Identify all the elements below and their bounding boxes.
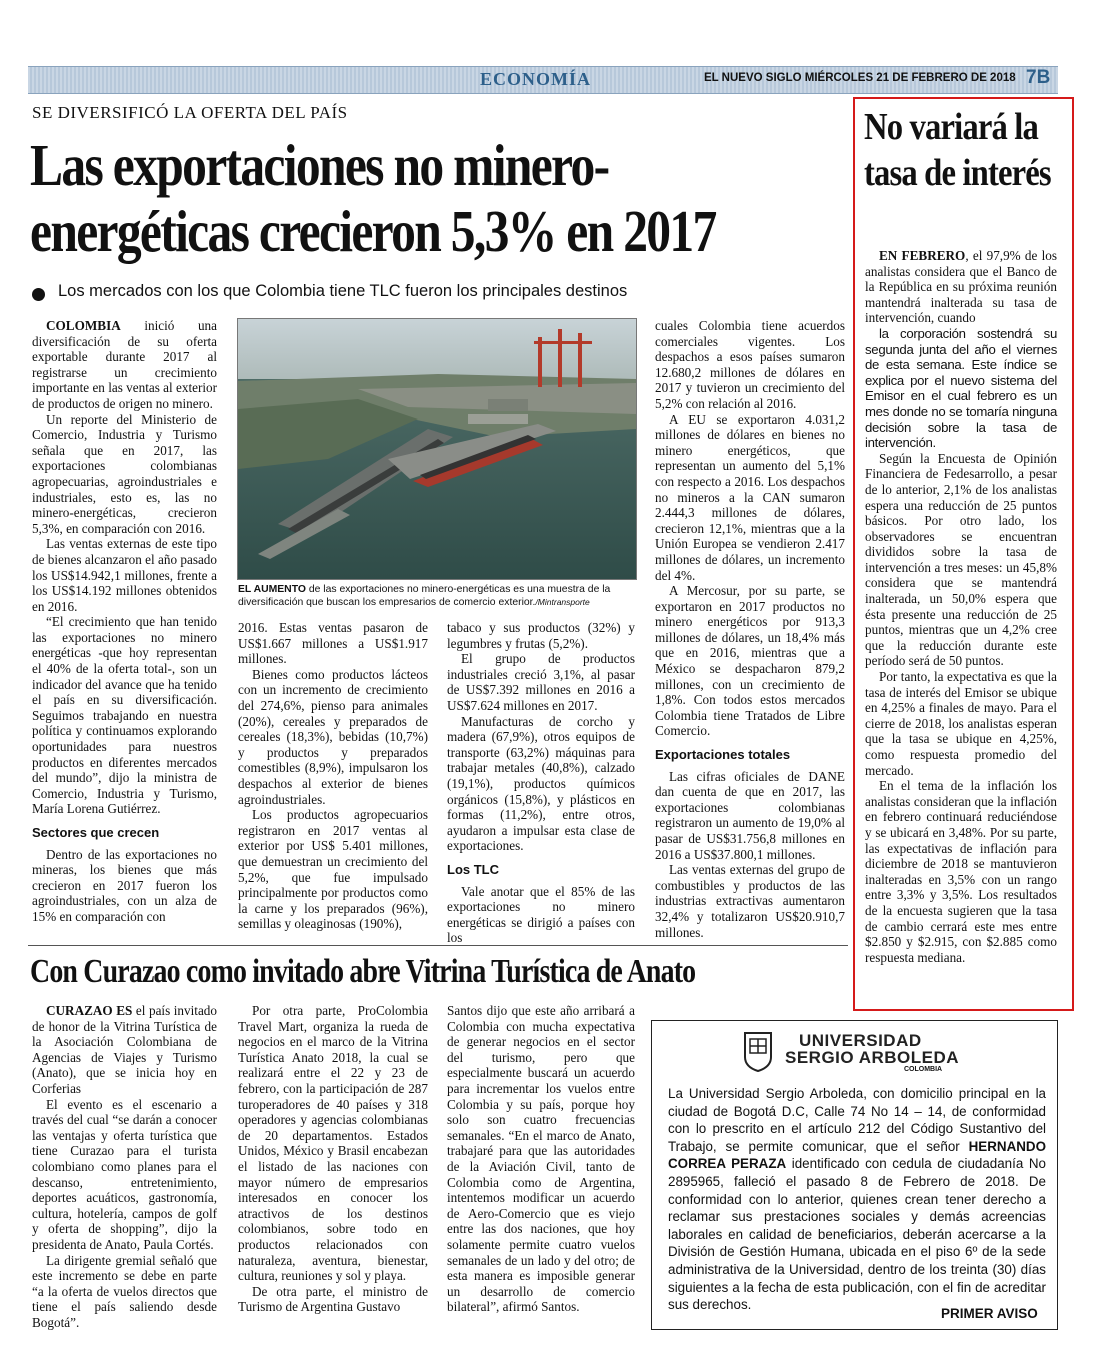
article-kicker: SE DIVERSIFICÓ LA OFERTA DEL PAÍS <box>32 103 348 122</box>
paragraph: En el tema de la inflación los analistas consideran que la inflación en febrero continuará reduciéndose y se ubicará en 3,48%. Por su parte, las expectativas de inflación para diciembre de 2018 se mantuvieron inalteradas en 3,5% con un rango entre 3,3% y 3,5%. Los resultados de la encuesta sugieren que la tasa de cambio cerrará este mes entre $2.850 y $2.915, con $2.885 como respuesta mediana. <box>865 778 1057 965</box>
paragraph: el país invitado de honor de la Vitrina Turística de la Asociación Colombiana de Agencias de Viajes y Turismo (Anato), que se inicia hoy en Corferias <box>32 1003 217 1096</box>
caption-text: de las exportaciones no minero-energéticas es una muestra de la diversificación que buscan los empresarios de comercio exterior. <box>238 584 611 608</box>
sidebar-column <box>865 248 1057 965</box>
main-headline-line-1: Las exportaciones no minero- <box>30 132 609 198</box>
university-name-line-1: UNIVERSIDAD <box>799 1031 922 1050</box>
university-name-line-2: SERGIO ARBOLEDA <box>785 1048 960 1067</box>
section-title: ECONOMÍA <box>480 69 591 89</box>
second-headline: Con Curazao como invitado abre Vitrina Turística de Anato <box>30 953 696 990</box>
article-subhead: Los mercados con los que Colombia tiene TLC fueron los principales destinos <box>58 282 628 300</box>
main-column-2 <box>238 620 428 932</box>
dropcap-lead: CURAZAO ES <box>46 1003 133 1018</box>
paragraph: El grupo de productos industriales creció 3,1%, al pasar de US$7.392 millones en 2016 a US$7.624 millones en 2017. <box>447 651 635 713</box>
main-column-3 <box>447 620 635 946</box>
paragraph: La dirigente gremial señaló que este incremento se debe en parte “a la oferta de vuelos directos que tiene el país saliendo desde Bogotá”. <box>32 1252 217 1330</box>
paragraph: A Mercosur, por su parte, se exportaron en 2017 productos no minero energéticos por 913,3 millones de dólares, un 18,4% más que en 2016, mientras que a México se despacharon 879,2 millones, con un crecimiento de 1,8%. Con todos estos mercados Colombia tiene Tratados de Libre Comercio. <box>655 583 845 739</box>
sidebar-headline: No variará la tasa de interés <box>864 106 1051 194</box>
dropcap-lead: COLOMBIA <box>46 318 121 333</box>
paragraph: tabaco y sus productos (32%) y legumbres y frutas (5,2%). <box>447 620 635 651</box>
paragraph: Dentro de las exportaciones no mineras, los bienes que más crecieron en 2017 fueron los agroindustriales, con un alza de 15% en comparación con <box>32 846 217 924</box>
masthead-date: EL NUEVO SIGLO MIÉRCOLES 21 DE FEBRERO DE 2018 <box>704 72 1016 84</box>
paragraph: Las ventas externas del grupo de combustibles y productos de las industrias extractivas aumentaron 32,4% y totalizaron US$20.910,7 millones. <box>655 862 845 940</box>
second-column-3 <box>447 1003 635 1315</box>
main-headline-line-2: energéticas crecieron 5,3% en 2017 <box>30 198 716 264</box>
paragraph: 2016. Estas ventas pasaron de US$1.667 millones a US$1.917 millones. <box>238 620 428 667</box>
paragraph: Por otra parte, ProColombia Travel Mart, organiza la rueda de negocios en el marco de la Vitrina Turística Anato 2018, la cual se realizará entre el 22 y 23 de febrero, con la participación de 287 turoperadores de 40 países y 318 operadores y agencias colombianas de 20 departamentos. Estados Unidos, México y Brasil encabezan el listado de las naciones con mayor número de empresarios interesados en conocer los atractivos de los destinos colombianos, sobre todo en productos relacionados con naturaleza, aventura, bienestar, cultura, reuniones y sol y playa. <box>238 1003 428 1284</box>
paragraph: Los productos agropecuarios registraron en 2017 ventas al exterior por US$ 5.401 millones, que demuestran un crecimiento del 5,2%, que fue impulsado principalmente por productos como la carne y los preparados (96%), semillas y oleaginosas (190%), <box>238 807 428 932</box>
paragraph: De otra parte, el ministro de Turismo de Argentina Gustavo <box>238 1283 428 1315</box>
port-ship-photo <box>237 318 637 580</box>
paragraph: Bienes como productos lácteos con un incremento de crecimiento del 274,6%, pienso para animales (20%), cereales y preparados de cereales (18,3%), bebidas (10,7%) y productos y preparados comestibles (8,9%), impulsaron los despachos al exterior de bienes agroindustriales. <box>238 666 428 807</box>
port-ship-image <box>238 319 636 579</box>
paragraph: A EU se exportaron 4.031,2 millones de dólares en bienes no minero energéticos, que representan un aumento del 5,1% con respecto a 2016. Los despachos no mineros a la CAN sumaron 2.444,3 millones de dólares, crecieron 12,1%, mientras que a la Unión Europea se vendieron 2.417 millones de dólares, un incremento del 4%. <box>655 411 845 583</box>
paragraph: Un reporte del Ministerio de Comercio, Industria y Turismo señala que en 2017, las exportaciones colombianas agropecuarias, agroindustriales e industriales, esto es, las no minero-energéticas, crecieron 5,3%, en comparación con 2016. <box>32 411 217 536</box>
second-column-2 <box>238 1003 428 1315</box>
paragraph: Vale anotar que el 85% de las exportaciones no minero energéticas se dirigió a países con los <box>447 883 635 946</box>
paragraph: Manufacturas de corcho y madera (67,9%), otros equipos de transporte (63,2%) máquinas para trabajar metales (40,8%), calzado (19,1%), productos químicos orgánicos (15,8%), y plásticos en formas (11,2%), entre otros, ayudaron a impulsar esta clase de exportaciones. <box>447 713 635 854</box>
paragraph: Según la Encuesta de Opinión Financiera de Fedesarrollo, a pesar de lo anterior, 2,1% de los analistas espera una reducción de 25 puntos básicos. Por otro lado, los observadores se encuentran divididos sobre la tasa de intervención a tres meses: un 45,8% considera que se mantendrá inalterada, un 50,0% espera que ésta presente una reducción de 25 puntos, mientras que un 4,2% cree que la reducción durante este período será de 50 puntos. <box>865 450 1057 669</box>
photo-caption <box>238 583 638 609</box>
university-name <box>785 1032 959 1066</box>
caption-lead: EL AUMENTO <box>238 584 306 595</box>
article-divider <box>28 945 848 946</box>
subsection-heading: Sectores que crecen <box>32 825 160 840</box>
notice-text: La Universidad Sergio Arboleda, con domicilio principal en la ciudad de Bogotá D.C, Calle 74 No 14 – 14, de conformidad con lo prescrito en el artículo 212 del Código Sustantivo del Trabajo, se permite comunicar, que el señor <box>668 1086 1046 1154</box>
main-column-1 <box>32 318 217 925</box>
second-column-1 <box>32 1003 217 1330</box>
paragraph: Las cifras oficiales de DANE dan cuenta de que en 2017, las exportaciones colombianas registraron un aumento de 19,0% al pasar de US$31.756,8 millones en 2016 a US$37.800,1 millones. <box>655 768 845 862</box>
paragraph: Santos dijo que este año arribará a Colombia con mucha expectativa de generar negocios en el sector del turismo, pero que especialmente buscará un acuerdo para incrementar los vuelos entre Colombia y su país, porque hoy solo son cuatro frecuencias semanales. “En el marco de Anato, trabajaré para que las autoridades de la Aviación Civil, tanto de Colombia como de Argentina, intentemos modificar un acuerdo de Aero-Comercio que es viejo entre las dos naciones, que hoy solamente permite cuatro vuelos semanales de un lado y del otro; de esta manera es imposible generar un desarrollo de comercio bilateral”, afirmó Santos. <box>447 1003 635 1315</box>
paragraph: Las ventas externas de este tipo de bienes alcanzaron el año pasado los US$14.942,1 millones, frente a los US$14.192 millones obtenidos en 2016. <box>32 536 217 614</box>
notice-text: identificado con cedula de ciudadanía No 2895965, falleció el pasado 8 de Febrero de 2018. De conformidad con lo anterior, quienes crean tener derecho a reclamar sus prestaciones sociales y demás acreencias laborales en calidad de beneficiarios, deberán acercarse a la División de Gestión Humana, ubicada en el piso 6º de la sede administrativa de la Universidad, dentro de los treinta (30) días siguientes a la fecha de esta publicación, con el fin de acreditar sus derechos. <box>668 1156 1046 1313</box>
university-shield-icon <box>743 1031 773 1073</box>
main-headline <box>30 132 719 264</box>
page-number: 7B <box>1026 67 1051 88</box>
main-column-4 <box>655 318 845 940</box>
paragraph: inició una diversificación de su oferta exportable durante 2017 al registrarse un crecimiento importante en las ventas al exterior de productos de origen no minero. <box>32 318 217 411</box>
paragraph: cuales Colombia tiene acuerdos comerciales vigentes. Los despachos a esos países sumaron 12.680,2 millones de dólares en 2017 y tuvieron un crecimiento del 5,2% con relación al 2016. <box>655 318 845 411</box>
university-city: COLOMBIA <box>904 1066 943 1073</box>
bullet-icon <box>32 288 45 301</box>
notice-body <box>668 1085 1046 1314</box>
sidebar-lead: EN FEBRERO <box>879 248 966 263</box>
paragraph: , el 97,9% de los analistas considera que el Banco de la República en su próxima reunión mantendrá inalterada su tasa de intervención, cuando <box>865 248 1057 326</box>
subsection-heading: Los TLC <box>447 861 499 877</box>
paragraph: “El crecimiento que han tenido las exportaciones no minero energéticas -que hoy representan el 40% de la oferta total-, son un indicador del avance que ha tenido el país en su diversificación. Seguimos trabajando en nuestra política y continuamos explorando oportunidades para nuestros productos en diferentes mercados del mundo”, dijo la ministra de Comercio, Industria y Turismo, María Lorena Gutiérrez. <box>32 614 217 817</box>
deceased-name: HERNANDO CORREA PERAZA <box>668 1138 1046 1172</box>
notice-label: PRIMER AVISO <box>941 1306 1038 1321</box>
photo-credit: /Mintransporte <box>535 597 590 607</box>
paragraph: El evento es el escenario a través del cual “se darán a conocer las ventajas y oferta turística que tiene Curazao para el turista colombiano como planes para el descanso, entretenimiento, deportes acuáticos, gastronomía, cultura, hotelería, campos de golf y oferta de shopping”, dijo la presidenta de Anato, Paula Cortés. <box>32 1096 217 1252</box>
paragraph: Por tanto, la expectativa es que la tasa de interés del Emisor se ubique en 4,25% a finales de mayo. Para el cierre de 2018, los analistas esperan que la tasa se ubique en 4,25%, como respuesta promedio del mercado. <box>865 669 1057 778</box>
subsection-heading: Exportaciones totales <box>655 747 791 763</box>
paragraph: la corporación sostendrá su segunda junta del año el viernes de esta semana. Este índice se explica por el nuevo sistema del Emisor en el cual febrero es un mes donde no se tomaría ninguna decisión sobre la tasa de intervención. <box>865 325 1057 451</box>
